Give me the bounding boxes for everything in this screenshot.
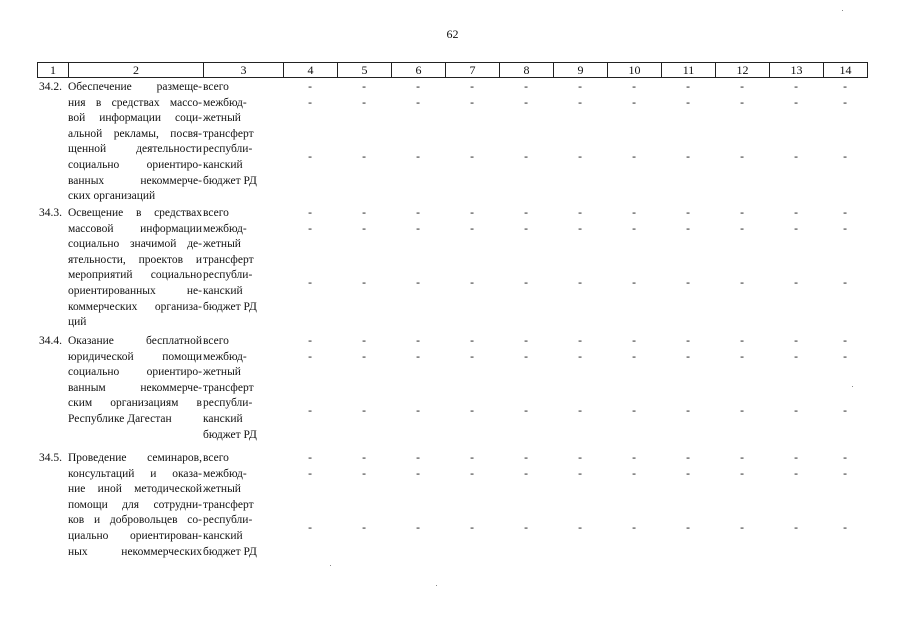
value-cell: - bbox=[686, 452, 690, 464]
value-cell: - bbox=[470, 277, 474, 290]
column-number: 9 bbox=[554, 63, 608, 78]
value-cell: - bbox=[416, 452, 420, 464]
value-cell: - bbox=[362, 81, 366, 93]
column-number: 6 bbox=[392, 63, 446, 78]
value-cell: - bbox=[578, 277, 582, 290]
value-cell: - bbox=[740, 405, 744, 418]
value-cell: - bbox=[416, 207, 420, 219]
row-number: 34.2. bbox=[39, 81, 62, 93]
value-cell: - bbox=[308, 81, 312, 93]
column-number-row bbox=[38, 63, 868, 78]
value-cell: - bbox=[632, 277, 636, 290]
column-number: 14 bbox=[824, 63, 868, 78]
value-cell: - bbox=[308, 151, 312, 164]
value-cell: - bbox=[843, 335, 847, 347]
value-cell: - bbox=[362, 452, 366, 464]
value-cell: - bbox=[794, 335, 798, 347]
value-cell: - bbox=[632, 151, 636, 164]
value-cell: - bbox=[740, 207, 744, 219]
value-cell: - bbox=[794, 207, 798, 219]
funding-source-list: всего межбюд- жетный трансферт республи- канский бюджет РД bbox=[203, 81, 257, 187]
column-number: 4 bbox=[284, 63, 338, 78]
column-number: 1 bbox=[38, 63, 69, 78]
value-cell: - bbox=[362, 151, 366, 164]
value-cell: - bbox=[794, 81, 798, 93]
value-cell: - bbox=[843, 277, 847, 290]
funding-source-list: всего межбюд- жетный трансферт республи- канский бюджет РД bbox=[203, 207, 257, 313]
value-cell: - bbox=[632, 452, 636, 464]
column-number: 7 bbox=[446, 63, 500, 78]
value-cell: - bbox=[843, 222, 847, 235]
value-cell: - bbox=[470, 151, 474, 164]
value-cell: - bbox=[740, 350, 744, 363]
value-cell: - bbox=[308, 405, 312, 418]
value-cell: - bbox=[740, 452, 744, 464]
value-cell: - bbox=[308, 522, 312, 535]
value-cell: - bbox=[843, 151, 847, 164]
column-number: 12 bbox=[716, 63, 770, 78]
value-cell: - bbox=[740, 222, 744, 235]
value-cell: - bbox=[470, 207, 474, 219]
value-cell: - bbox=[632, 207, 636, 219]
value-cell: - bbox=[740, 96, 744, 109]
value-cell: - bbox=[416, 350, 420, 363]
value-cell: - bbox=[524, 222, 528, 235]
value-cell: - bbox=[308, 467, 312, 480]
column-number: 11 bbox=[662, 63, 716, 78]
column-number: 8 bbox=[500, 63, 554, 78]
row-description: Обеспечение размеще- ния в средствах массо- вой информации соци- альной рекламы, посвя- щенной деятельности социально ориентиро- ванных некоммерче- ских организаций bbox=[68, 81, 202, 203]
row-description: Проведение семинаров, консультаций и оказа- ние иной методической помощи для сотрудни- ков и добровольцев со- циально ориентирован- ных некоммерческих bbox=[68, 452, 202, 558]
value-cell: - bbox=[686, 151, 690, 164]
value-cell: - bbox=[362, 522, 366, 535]
value-cell: - bbox=[794, 467, 798, 480]
value-cell: - bbox=[308, 96, 312, 109]
row-description: Оказание бесплатной юридической помощи социально ориентиро- ванным некоммерче- ским организациям в Республике Дагестан bbox=[68, 335, 202, 425]
value-cell: - bbox=[578, 81, 582, 93]
value-cell: - bbox=[524, 96, 528, 109]
value-cell: - bbox=[470, 96, 474, 109]
funding-source-list: всего межбюд- жетный трансферт республи- канский бюджет РД bbox=[203, 452, 257, 558]
value-cell: - bbox=[524, 467, 528, 480]
scan-speck bbox=[842, 10, 843, 11]
value-cell: - bbox=[686, 522, 690, 535]
value-cell: - bbox=[470, 467, 474, 480]
value-cell: - bbox=[686, 81, 690, 93]
value-cell: - bbox=[794, 350, 798, 363]
value-cell: - bbox=[362, 277, 366, 290]
value-cell: - bbox=[578, 96, 582, 109]
value-cell: - bbox=[578, 452, 582, 464]
value-cell: - bbox=[632, 467, 636, 480]
row-number: 34.5. bbox=[39, 452, 62, 464]
value-cell: - bbox=[632, 350, 636, 363]
value-cell: - bbox=[416, 522, 420, 535]
value-cell: - bbox=[524, 335, 528, 347]
column-number: 10 bbox=[608, 63, 662, 78]
value-cell: - bbox=[578, 335, 582, 347]
scan-speck bbox=[330, 565, 331, 566]
value-cell: - bbox=[843, 467, 847, 480]
value-cell: - bbox=[686, 207, 690, 219]
value-cell: - bbox=[578, 467, 582, 480]
value-cell: - bbox=[686, 335, 690, 347]
value-cell: - bbox=[632, 335, 636, 347]
value-cell: - bbox=[740, 335, 744, 347]
value-cell: - bbox=[794, 277, 798, 290]
value-cell: - bbox=[524, 452, 528, 464]
value-cell: - bbox=[362, 222, 366, 235]
column-number: 5 bbox=[338, 63, 392, 78]
value-cell: - bbox=[308, 207, 312, 219]
value-cell: - bbox=[794, 405, 798, 418]
value-cell: - bbox=[308, 277, 312, 290]
value-cell: - bbox=[843, 96, 847, 109]
value-cell: - bbox=[470, 222, 474, 235]
value-cell: - bbox=[524, 207, 528, 219]
value-cell: - bbox=[632, 96, 636, 109]
value-cell: - bbox=[794, 222, 798, 235]
column-number: 2 bbox=[69, 63, 204, 78]
value-cell: - bbox=[524, 151, 528, 164]
value-cell: - bbox=[524, 81, 528, 93]
value-cell: - bbox=[632, 81, 636, 93]
value-cell: - bbox=[416, 335, 420, 347]
value-cell: - bbox=[470, 522, 474, 535]
value-cell: - bbox=[740, 522, 744, 535]
funding-source-list: всего межбюд- жетный трансферт республи- канский бюджет РД bbox=[203, 335, 257, 441]
value-cell: - bbox=[740, 467, 744, 480]
value-cell: - bbox=[843, 81, 847, 93]
value-cell: - bbox=[362, 350, 366, 363]
value-cell: - bbox=[686, 222, 690, 235]
value-cell: - bbox=[416, 81, 420, 93]
column-number: 13 bbox=[770, 63, 824, 78]
value-cell: - bbox=[794, 151, 798, 164]
value-cell: - bbox=[794, 522, 798, 535]
value-cell: - bbox=[416, 151, 420, 164]
value-cell: - bbox=[578, 151, 582, 164]
value-cell: - bbox=[843, 350, 847, 363]
value-cell: - bbox=[794, 96, 798, 109]
value-cell: - bbox=[740, 277, 744, 290]
row-number: 34.3. bbox=[39, 207, 62, 219]
value-cell: - bbox=[632, 522, 636, 535]
scan-speck bbox=[436, 585, 437, 586]
value-cell: - bbox=[686, 405, 690, 418]
value-cell: - bbox=[362, 405, 366, 418]
value-cell: - bbox=[308, 350, 312, 363]
value-cell: - bbox=[416, 96, 420, 109]
value-cell: - bbox=[416, 405, 420, 418]
value-cell: - bbox=[362, 96, 366, 109]
row-description: Освещение в средствах массовой информации социально значимой де- ятельности, проектов и мероприятий социально ориентированных не- коммерческих организа- ций bbox=[68, 207, 202, 329]
column-number: 3 bbox=[204, 63, 284, 78]
value-cell: - bbox=[416, 467, 420, 480]
value-cell: - bbox=[578, 405, 582, 418]
row-number: 34.4. bbox=[39, 335, 62, 347]
value-cell: - bbox=[632, 222, 636, 235]
value-cell: - bbox=[686, 96, 690, 109]
value-cell: - bbox=[578, 207, 582, 219]
value-cell: - bbox=[470, 81, 474, 93]
value-cell: - bbox=[524, 277, 528, 290]
value-cell: - bbox=[843, 207, 847, 219]
value-cell: - bbox=[686, 350, 690, 363]
value-cell: - bbox=[470, 350, 474, 363]
value-cell: - bbox=[470, 405, 474, 418]
value-cell: - bbox=[308, 335, 312, 347]
value-cell: - bbox=[524, 522, 528, 535]
value-cell: - bbox=[470, 335, 474, 347]
value-cell: - bbox=[362, 467, 366, 480]
value-cell: - bbox=[362, 335, 366, 347]
value-cell: - bbox=[843, 452, 847, 464]
value-cell: - bbox=[308, 452, 312, 464]
value-cell: - bbox=[308, 222, 312, 235]
value-cell: - bbox=[524, 405, 528, 418]
value-cell: - bbox=[524, 350, 528, 363]
value-cell: - bbox=[578, 350, 582, 363]
value-cell: - bbox=[632, 405, 636, 418]
column-header-table bbox=[37, 62, 868, 78]
value-cell: - bbox=[416, 222, 420, 235]
value-cell: - bbox=[686, 277, 690, 290]
value-cell: - bbox=[362, 207, 366, 219]
value-cell: - bbox=[740, 81, 744, 93]
value-cell: - bbox=[578, 522, 582, 535]
value-cell: - bbox=[843, 405, 847, 418]
value-cell: - bbox=[416, 277, 420, 290]
page-number: 62 bbox=[446, 27, 459, 41]
scan-speck bbox=[852, 386, 853, 387]
value-cell: - bbox=[470, 452, 474, 464]
value-cell: - bbox=[740, 151, 744, 164]
value-cell: - bbox=[578, 222, 582, 235]
value-cell: - bbox=[843, 522, 847, 535]
value-cell: - bbox=[794, 452, 798, 464]
value-cell: - bbox=[686, 467, 690, 480]
